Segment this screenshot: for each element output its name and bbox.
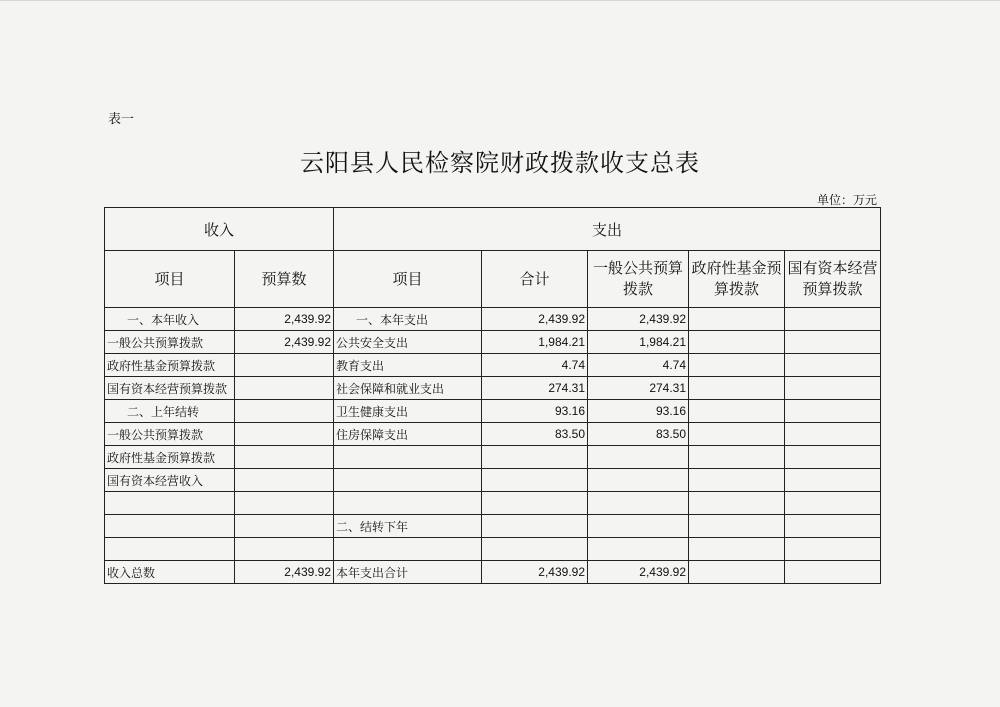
expense-group-header: 支出 — [334, 208, 881, 251]
general-budget-cell: 83.50 — [588, 423, 689, 446]
total-cell: 2,439.92 — [482, 308, 588, 331]
col-expense-item: 项目 — [334, 251, 482, 308]
gov-fund-cell — [689, 538, 785, 561]
col-total: 合计 — [482, 251, 588, 308]
state-capital-cell — [785, 469, 881, 492]
expense-item-cell: 住房保障支出 — [334, 423, 482, 446]
expense-item-cell — [334, 538, 482, 561]
table-row — [105, 538, 881, 561]
income-item-cell — [105, 538, 235, 561]
income-item-cell: 政府性基金预算拨款 — [105, 446, 235, 469]
total-cell — [482, 469, 588, 492]
gov-fund-cell — [689, 492, 785, 515]
table-row — [105, 377, 881, 400]
col-income-budget: 预算数 — [235, 251, 334, 308]
gov-fund-cell — [689, 423, 785, 446]
col-income-item: 项目 — [105, 251, 235, 308]
state-capital-cell — [785, 354, 881, 377]
general-budget-cell — [588, 492, 689, 515]
gov-fund-cell — [689, 561, 785, 584]
state-capital-cell — [785, 561, 881, 584]
income-value-cell: 2,439.92 — [235, 561, 334, 584]
general-budget-cell — [588, 469, 689, 492]
income-item-cell: 国有资本经营预算拨款 — [105, 377, 235, 400]
income-item-cell — [105, 515, 235, 538]
income-value-cell — [235, 492, 334, 515]
income-value-cell — [235, 423, 334, 446]
expense-item-cell: 教育支出 — [334, 354, 482, 377]
general-budget-cell: 93.16 — [588, 400, 689, 423]
col-general-budget: 一般公共预算拨款 — [588, 251, 689, 308]
table-label: 表一 — [108, 112, 135, 127]
state-capital-cell — [785, 308, 881, 331]
table-row — [105, 492, 881, 515]
gov-fund-cell — [689, 400, 785, 423]
total-cell: 1,984.21 — [482, 331, 588, 354]
state-capital-cell — [785, 538, 881, 561]
gov-fund-cell — [689, 308, 785, 331]
gov-fund-cell — [689, 331, 785, 354]
total-cell — [482, 492, 588, 515]
total-cell — [482, 538, 588, 561]
income-item-cell: 二、上年结转 — [105, 400, 235, 423]
gov-fund-cell — [689, 377, 785, 400]
table-row — [105, 400, 881, 423]
income-item-cell — [105, 492, 235, 515]
expense-item-cell: 一、本年支出 — [334, 308, 482, 331]
total-cell: 2,439.92 — [482, 561, 588, 584]
table-row — [105, 446, 881, 469]
income-value-cell: 2,439.92 — [235, 308, 334, 331]
table-row — [105, 354, 881, 377]
table-row — [105, 423, 881, 446]
income-value-cell — [235, 400, 334, 423]
general-budget-cell: 1,984.21 — [588, 331, 689, 354]
table-row — [105, 469, 881, 492]
income-item-cell: 一般公共预算拨款 — [105, 331, 235, 354]
income-item-cell: 一般公共预算拨款 — [105, 423, 235, 446]
gov-fund-cell — [689, 469, 785, 492]
general-budget-cell: 2,439.92 — [588, 561, 689, 584]
total-cell: 83.50 — [482, 423, 588, 446]
general-budget-cell: 2,439.92 — [588, 308, 689, 331]
unit-label: 单位：万元 — [816, 193, 877, 207]
income-item-cell: 一、本年收入 — [105, 308, 235, 331]
income-value-cell: 2,439.92 — [235, 331, 334, 354]
general-budget-cell — [588, 446, 689, 469]
general-budget-cell: 274.31 — [588, 377, 689, 400]
state-capital-cell — [785, 446, 881, 469]
income-value-cell — [235, 377, 334, 400]
gov-fund-cell — [689, 446, 785, 469]
state-capital-cell — [785, 492, 881, 515]
total-cell — [482, 446, 588, 469]
state-capital-cell — [785, 377, 881, 400]
table-row — [105, 515, 881, 538]
total-cell — [482, 515, 588, 538]
income-item-cell: 收入总数 — [105, 561, 235, 584]
income-item-cell: 政府性基金预算拨款 — [105, 354, 235, 377]
income-value-cell — [235, 446, 334, 469]
col-state-capital: 国有资本经营预算拨款 — [785, 251, 881, 308]
income-value-cell — [235, 354, 334, 377]
expense-item-cell: 公共安全支出 — [334, 331, 482, 354]
general-budget-cell: 4.74 — [588, 354, 689, 377]
expense-item-cell: 卫生健康支出 — [334, 400, 482, 423]
gov-fund-cell — [689, 354, 785, 377]
general-budget-cell — [588, 515, 689, 538]
expense-item-cell: 本年支出合计 — [334, 561, 482, 584]
income-group-header: 收入 — [105, 208, 334, 251]
state-capital-cell — [785, 400, 881, 423]
table-row — [105, 331, 881, 354]
expense-item-cell — [334, 492, 482, 515]
col-gov-fund: 政府性基金预算拨款 — [689, 251, 785, 308]
income-value-cell — [235, 538, 334, 561]
expense-item-cell — [334, 469, 482, 492]
table-row — [105, 561, 881, 584]
income-value-cell — [235, 515, 334, 538]
total-cell: 93.16 — [482, 400, 588, 423]
gov-fund-cell — [689, 515, 785, 538]
table-row — [105, 308, 881, 331]
total-cell: 274.31 — [482, 377, 588, 400]
finance-summary-table — [104, 207, 881, 584]
total-cell: 4.74 — [482, 354, 588, 377]
state-capital-cell — [785, 331, 881, 354]
expense-item-cell — [334, 446, 482, 469]
document-title: 云阳县人民检察院财政拨款收支总表 — [300, 149, 700, 177]
expense-item-cell: 社会保障和就业支出 — [334, 377, 482, 400]
income-value-cell — [235, 469, 334, 492]
income-item-cell: 国有资本经营收入 — [105, 469, 235, 492]
expense-item-cell: 二、结转下年 — [334, 515, 482, 538]
general-budget-cell — [588, 538, 689, 561]
state-capital-cell — [785, 423, 881, 446]
state-capital-cell — [785, 515, 881, 538]
